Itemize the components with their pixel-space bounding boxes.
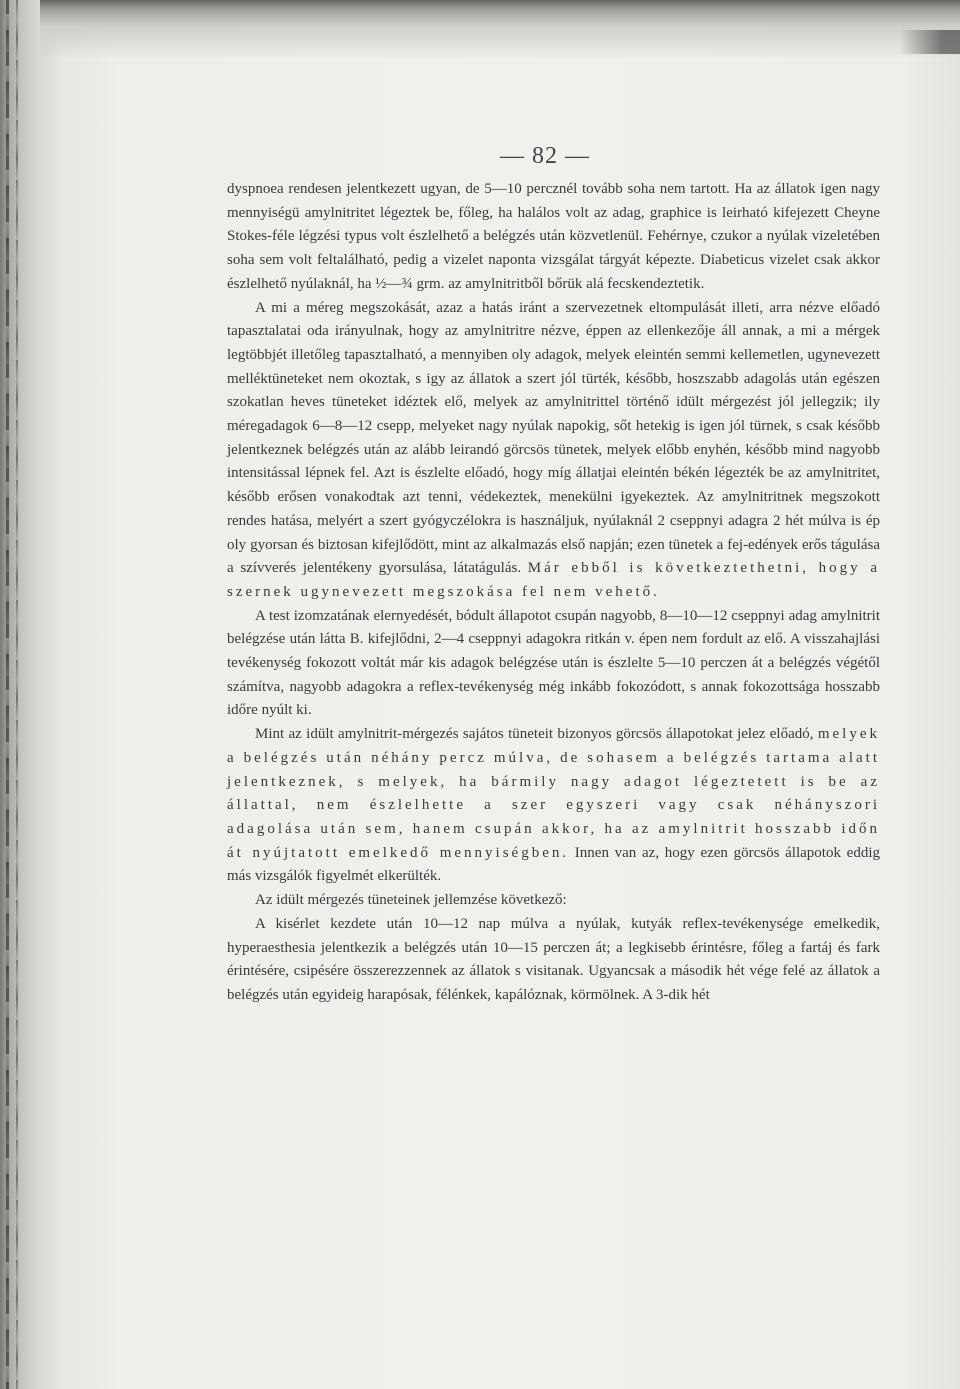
emphasized-text: Már ebből is következtethetni, hogy a szernek ugynevezett megszokása fel nem vehető. [227,560,880,600]
emphasized-text: melyek a belégzés után néhány percz múlva, de sohasem a belégzés tartama alatt jelentkeznek, s melyek, ha bármily nagy adagot légeztetett is be az állattal, nem észlelhette a szer egyszeri vagy csak néhányszori adagolása után sem, hanem csupán akkor, ha az amylnitrit hosszabb időn át nyújtatott emelkedő mennyiségben. [227,726,880,861]
paragraph-text: Innen van az, hogy ezen görcsös állapotok eddig más vizsgálók figyelmét elkerülték. [227,844,880,885]
paragraph-text: Mint az idült amylnitrit-mérgezés sajátos tüneteit bizonyos görcsös állapotokat jelez előadó, [255,726,818,743]
paragraph [227,297,880,605]
paragraph-text: A mi a méreg megszokását, azaz a hatás iránt a szervezetnek eltompulását illeti, arra nézve előadó tapasztalatai oda irányulnak, hogy az amylnitritre nézve, éppen az ellenkezője áll annak, a mi a mérgek legtöbbjét illetőleg tapasztalható, a mennyiben oly adagok, melyek eleintén semmi kellemetlen, ugynevezett melléktüneteket nem okoztak, s igy az állatok a szert jól türték, később, hoszszabb adagolás után egészen szokatlan heves tüneteket idéztek elő, melyek az amylnitrittel történő idült mérgezést jól jellegzik; ily méregadagok 6—8—12 csepp, melyeket nagy nyúlak napokig, sőt hetekig is igen jól türnek, s csak később jelentkeznek belégzés után az alább leirandó görcsös tünetek, melyek előbb enyhén, később mind nagyobb intensitással lépnek fel. Azt is észlelte előadó, hogy míg állatjai eleintén békén légezték be az amylnitritet, később erősen vonakodtak azt tenni, védekeztek, menekülni igyekeztek. Az amylnitritnek megszokott rendes hatása, melyért a szert gyógyczélokra is használjuk, nyúlaknál 2 cseppnyi adagra 2 hét múlva is ép oly gyorsan és biztosan kifejlődött, mint az alkalmazás első napján; ezen tünetek a fej-edények erős tágulása a szívverés jelentékeny gyorsulása, látatágulás. [227,299,880,577]
paragraph [227,178,880,297]
paragraph-text: dyspnoea rendesen jelentkezett ugyan, de 5—10 percznél tovább soha nem tartott. Ha az állatok igen nagy mennyiségü amylnitritet légeztek be, főleg, ha halálos volt az adag, graphice is leirható kifejezett Cheyne Stokes-féle légzési typus volt észlelhető a belégzés után közvetlenül. Fehérnye, czukor a nyúlak vizeletében soha sem volt feltalálható, pedig a vizelet naponta vizsgálat tárgyát képezte. Diabeticus vizelet csak akkor észlelhető nyúlaknál, ha ½—¾ grm. az amylnitritből bőrük alá fecskendeztetik. [227,181,880,292]
paragraph [227,605,880,724]
page-top-edge-shadow [40,0,960,60]
paragraph-text: Az idült mérgezés tüneteinek jellemzése következő: [255,892,567,909]
paragraph [227,723,880,889]
paragraph-text: A test izomzatának elernyedését, bódult állapotot csupán nagyobb, 8—10—12 cseppnyi adag amylnitrit belégzése után látta B. kifejlődni, 2—4 cseppnyi adagokra ritkán v. épen nem fordult az elő. A visszahajlási tevékenység fokozott voltát már kis adagok belégzése után is észlelte 5—10 perczen át a belégzés végétől számítva, nagyobb adagokra a reflex-tevékenység még inkább fokozódott, s annak fokozottsága hosszabb időre nyúlt ki. [227,607,880,719]
book-binding-shadow [0,0,62,1389]
paragraph [227,913,880,1008]
page-number: — 82 — [500,143,590,169]
body-text [227,178,880,1008]
paragraph-text: A kisérlet kezdete után 10—12 nap múlva a nyúlak, kutyák reflex-tevékenysége emelkedik, hyperaesthesia jelentkezik a belégzés után 10—15 perczen át; a legkisebb érintésre, főleg a fartáj és fark érintésére, csipésére összerezzennek az állatok s visitanak. Ugyancsak a második hét vége felé az állatok a belégzés után egyideig harapósak, félénkek, kapálóznak, körmölnek. A 3-dik hét [227,915,880,1003]
paragraph [227,889,880,913]
